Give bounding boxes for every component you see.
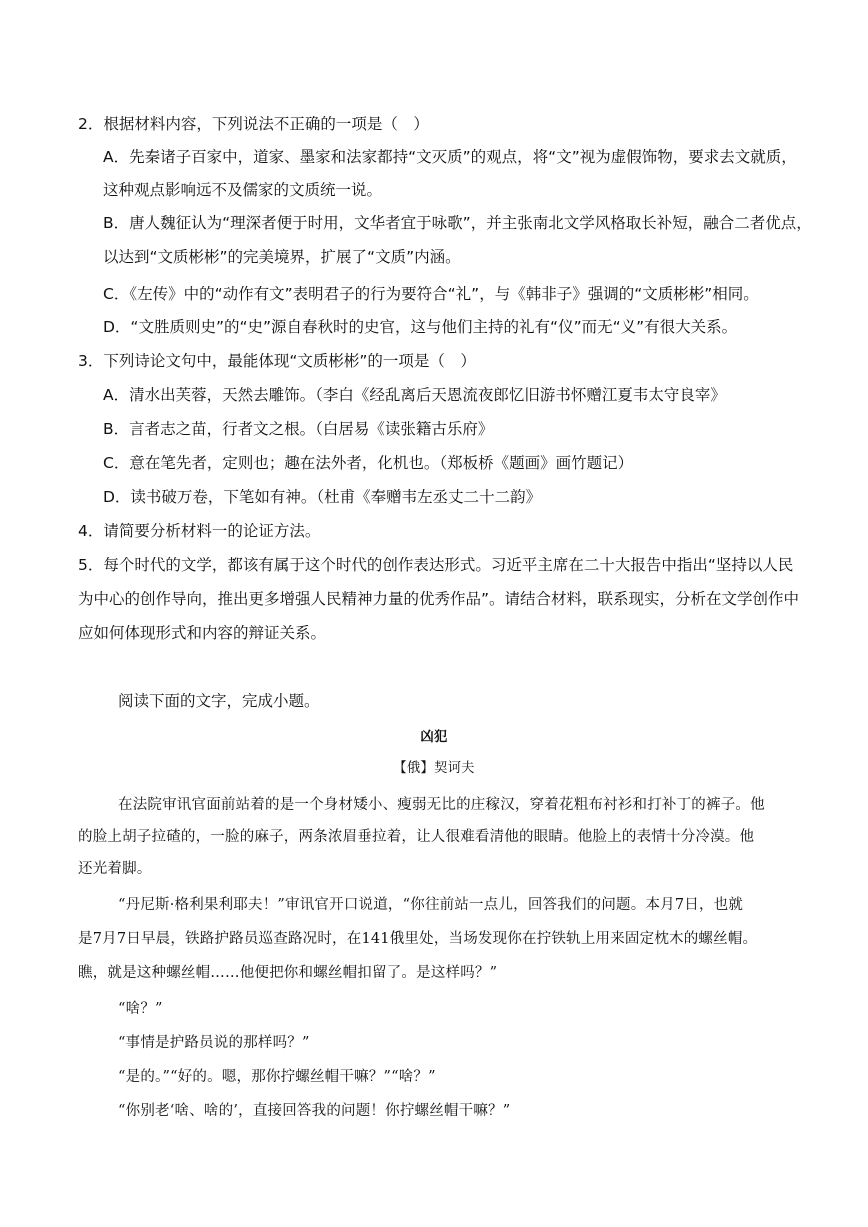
question-5-stem-continued: 为中心的创作导向，推出更多增强人民精神力量的优秀作品”。请结合材料，联系现实，分析在文学创作中 — [78, 590, 800, 608]
dialogue-line: “啥？” — [118, 1001, 163, 1017]
question-4-stem: 4．请简要分析材料一的论证方法。 — [78, 522, 321, 540]
dialogue-line: “你别老‘啥、啥的’，直接回答我的问题！你拧螺丝帽干嘛？” — [118, 1103, 511, 1119]
question-2-option-d: D．“文胜质则史”的“史”源自春秋时的史官，这与他们主持的礼有“仪”而无“义”有很大关系。 — [103, 318, 738, 336]
question-3-stem: 3．下列诗论文句中，最能体现“文质彬彬”的一项是（ ） — [78, 352, 476, 370]
question-5-stem-continued: 应如何体现形式和内容的辩证关系。 — [78, 624, 327, 642]
passage-author: 【俄】契诃夫 — [393, 761, 475, 776]
dialogue-line: “事情是护路员说的那样吗？” — [118, 1035, 310, 1051]
passage-title: 凶犯 — [420, 729, 448, 745]
question-3-option-a: A．清水出芙蓉，天然去雕饰。（李白《经乱离后天恩流夜郎忆旧游书怀赠江夏韦太守良宰》 — [103, 386, 726, 404]
question-3-option-d: D．读书破万卷，下笔如有神。（杜甫《奉赠韦左丞丈二十二韵》 — [103, 488, 542, 506]
passage-paragraph-continued: 是7月7日早晨，铁路护路员巡查路况时，在141俄里处，当场发现你在拧铁轨上用来固定枕木的螺丝帽。 — [78, 931, 758, 947]
passage-paragraph-continued: 的脸上胡子拉碴的，一脸的麻子，两条浓眉垂拉着，让人很难看清他的眼睛。他脸上的表情十分冷漠。他 — [78, 829, 755, 845]
passage-paragraph-continued: 还光着脚。 — [78, 861, 152, 877]
question-2-stem: 2．根据材料内容，下列说法不正确的一项是（ ） — [78, 115, 429, 133]
passage-paragraph: 在法院审讯官面前站着的是一个身材矮小、瘦弱无比的庄稼汉，穿着花粗布衬衫和打补丁的裤子。他 — [118, 797, 765, 813]
question-2-option-a: A．先秦诸子百家中，道家、墨家和法家都持“文灭质”的观点，将“文”视为虚假饰物，要求去文就质， — [103, 148, 797, 166]
question-5-stem: 5．每个时代的文学，都该有属于这个时代的创作表达形式。习近平主席在二十大报告中指出“坚持以人民 — [78, 556, 794, 574]
question-2-option-b-continued: 以达到“文质彬彬”的完美境界，扩展了“文质”内涵。 — [103, 248, 461, 266]
passage-paragraph-continued: 瞧，就是这种螺丝帽……他便把你和螺丝帽扣留了。是这样吗？” — [78, 965, 498, 981]
question-3-option-c: C．意在笔先者，定则也；趣在法外者，化机也。（郑板桥《题画》画竹题记） — [103, 454, 634, 472]
dialogue-line: “是的。”“好的。嗯，那你拧螺丝帽干嘛？”“啥？” — [118, 1069, 436, 1085]
question-3-option-b: B．言者志之苗，行者文之根。（白居易《读张籍古乐府》 — [103, 420, 494, 438]
reading-instruction: 阅读下面的文字，完成小题。 — [118, 692, 320, 710]
question-2-option-b: B．唐人魏征认为“理深者便于时用，文华者宜于咏歌”，并主张南北文学风格取长补短，融合二者优点， — [103, 214, 812, 232]
passage-paragraph: “丹尼斯·格利果利耶夫！”审讯官开口说道，“你往前站一点儿，回答我们的问题。本月7日，也就 — [118, 897, 744, 913]
question-2-option-c: C．《左传》中的“动作有文”表明君子的行为要符合“礼”，与《韩非子》强调的“文质彬彬”相同。 — [103, 285, 759, 303]
question-2-option-a-continued: 这种观点影响远不及儒家的文质统一说。 — [103, 181, 383, 199]
